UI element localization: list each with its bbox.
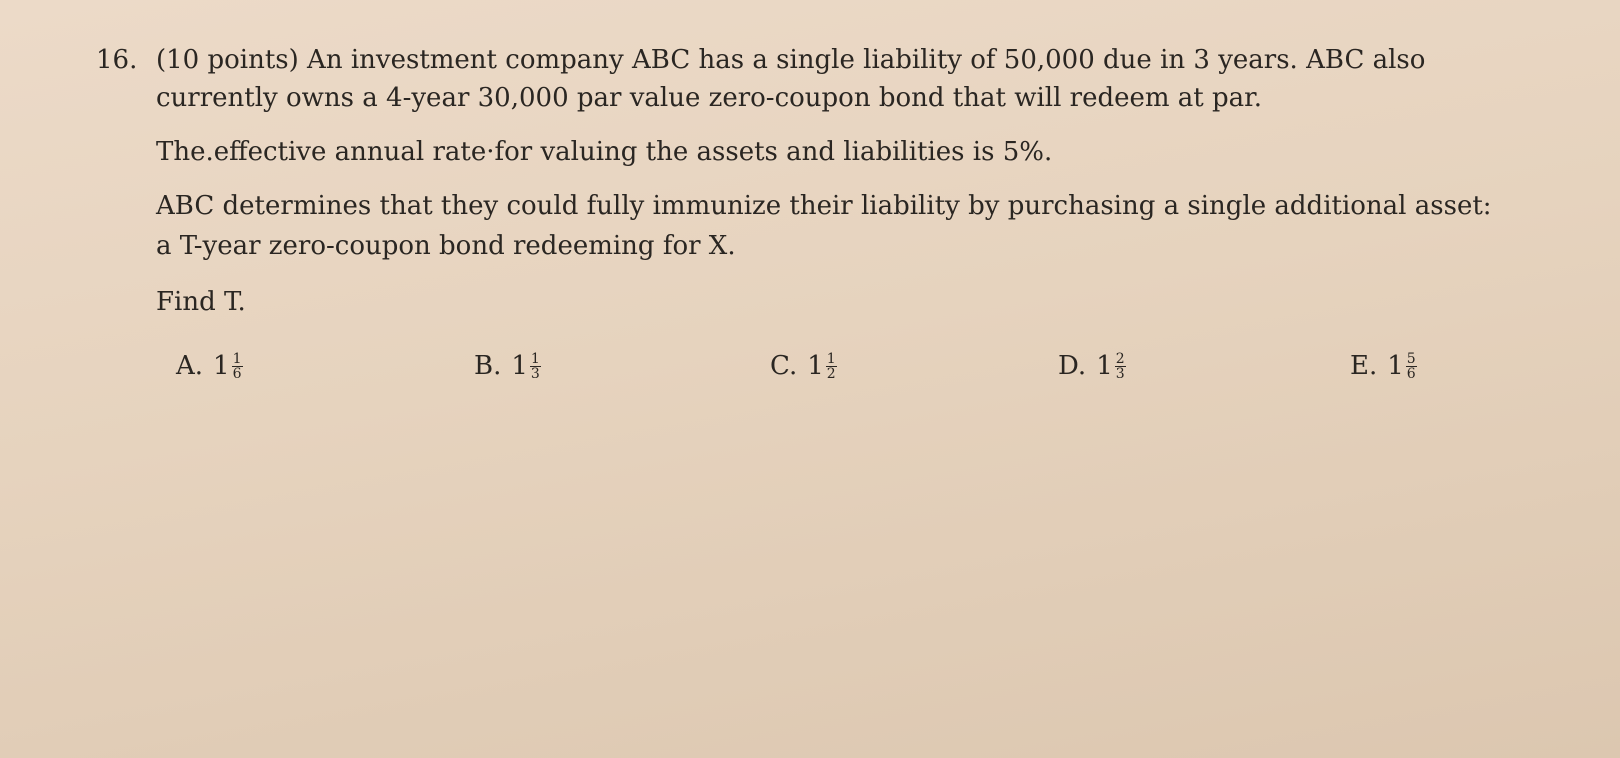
choice-c <box>770 350 837 382</box>
choice-d-numerator: 2 <box>1115 350 1125 367</box>
find-prompt: Find T. <box>156 287 246 317</box>
question-line-2: currently owns a 4-year 30,000 par value zero-coupon bond that will redeem at par. <box>156 83 1263 113</box>
choice-a-fraction <box>232 352 243 381</box>
choice-b-whole: 1 <box>511 351 528 381</box>
choice-b-fraction <box>530 352 541 381</box>
question-number: 16. <box>96 45 138 75</box>
choice-b-numerator: 1 <box>530 350 540 367</box>
choice-e-value <box>1387 350 1416 382</box>
choice-b <box>474 350 541 382</box>
choice-b-label: B. <box>474 351 502 381</box>
immunization-line-2: a T-year zero-coupon bond redeeming for X. <box>156 231 736 261</box>
choice-b-value <box>511 350 540 382</box>
choice-d-value <box>1096 350 1125 382</box>
choice-a-denominator: 6 <box>232 365 242 382</box>
choice-a-value <box>213 350 242 382</box>
question-line-1: (10 points) An investment company ABC has a single liability of 50,000 due in 3 years. ABC also <box>156 45 1426 75</box>
choice-c-denominator: 2 <box>826 365 836 382</box>
choice-a-label: A. <box>176 351 204 381</box>
choice-d-whole: 1 <box>1096 351 1113 381</box>
choice-d <box>1058 350 1126 382</box>
choice-a-whole: 1 <box>213 351 230 381</box>
choice-d-label: D. <box>1058 351 1087 381</box>
choice-c-whole: 1 <box>807 351 824 381</box>
choice-e <box>1350 350 1417 382</box>
choice-e-numerator: 5 <box>1406 350 1416 367</box>
choice-a-numerator: 1 <box>232 350 242 367</box>
choice-c-numerator: 1 <box>826 350 836 367</box>
choice-b-denominator: 3 <box>530 365 540 382</box>
immunization-line-1: ABC determines that they could fully immunize their liability by purchasing a single additional asset: <box>156 191 1492 221</box>
choice-d-fraction <box>1115 352 1126 381</box>
choice-e-denominator: 6 <box>1406 365 1416 382</box>
rate-statement: The.effective annual rate·for valuing the assets and liabilities is 5%. <box>156 137 1053 167</box>
choice-d-denominator: 3 <box>1115 365 1125 382</box>
choice-c-label: C. <box>770 351 798 381</box>
choice-c-fraction <box>826 352 837 381</box>
choice-a <box>176 350 243 382</box>
choice-e-fraction <box>1406 352 1417 381</box>
choice-e-label: E. <box>1350 351 1378 381</box>
choice-e-whole: 1 <box>1387 351 1404 381</box>
choice-c-value <box>807 350 836 382</box>
